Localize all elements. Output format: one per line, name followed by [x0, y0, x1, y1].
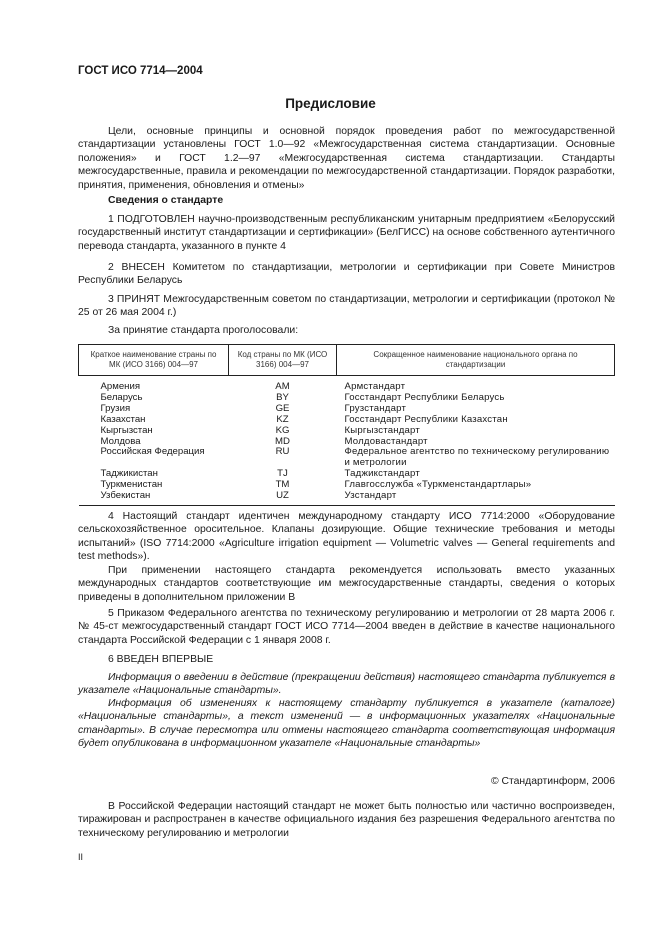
item-4-text: 4 Настоящий стандарт идентичен международному стандарту ИСО 7714:2000 «Оборудование сельскохозяйственное оросительное. Клапаны дозирующие. Общие технические требования и методы испытаний» (ISO 7714:2000 «Agriculture irrigation equipment — Volumetric valves — General requirements and test methods»).	[78, 511, 615, 563]
table-row	[79, 447, 615, 469]
table-body	[79, 376, 615, 506]
country-cell: Беларусь	[100, 391, 143, 403]
table-row	[79, 426, 615, 437]
body-cell: Армстандарт	[344, 381, 406, 392]
intro-text: Цели, основные принципы и основной порядок проведения работ по межгосударственной стандартизации установлены ГОСТ 1.0—92 «Межгосударственная система стандартизации. Основные положения» и ГОСТ 1.2—97 «Межгосударственная система стандартизации. Стандарты межгосударственные, правила и рекомендации по межгосударственной стандартизации. Порядок разработки, принятия, применения, обновления и отмены»	[78, 126, 615, 191]
table-row	[79, 491, 615, 505]
vote-table	[78, 344, 615, 506]
code-cell: GE	[275, 402, 290, 414]
code-cell: UZ	[276, 490, 289, 502]
table-row	[79, 415, 615, 426]
item-4-note-text: При применении настоящего стандарта рекомендуется использовать вместо указанных международных стандартов соответствующие им межгосударственные стандарты, сведения о которых приведены в дополнительном приложении В	[78, 565, 615, 603]
legal-notice	[78, 800, 615, 840]
body-cell: Молдовастандарт	[344, 435, 428, 447]
item-6	[78, 653, 615, 666]
country-cell: Молдова	[100, 435, 141, 447]
header-body: Сокращенное наименование национального органа по стандартизации	[337, 345, 615, 376]
info-paragraph-1	[78, 671, 615, 698]
body-cell: Госстандарт Республики Казахстан	[344, 413, 508, 425]
country-cell: Грузия	[100, 402, 131, 414]
page-title: Предисловие	[285, 96, 376, 111]
item-1	[78, 213, 615, 253]
code-cell: KZ	[276, 413, 289, 425]
section-heading: Сведения о стандарте	[108, 195, 224, 206]
page-number: II	[78, 852, 84, 862]
info-1-text: Информация о введении в действие (прекращении действия) настоящего стандарта публикуется в указателе «Национальные стандарты».	[78, 672, 615, 697]
document-id: ГОСТ ИСО 7714—2004	[78, 65, 203, 77]
info-paragraph-2	[78, 697, 615, 751]
code-cell: TJ	[277, 468, 288, 480]
code-cell: RU	[275, 446, 290, 458]
item-2-text: 2 ВНЕСЕН Комитетом по стандартизации, метрологии и сертификации при Совете Министров Республики Беларусь	[78, 262, 615, 287]
intro-paragraph	[78, 125, 615, 192]
body-cell: Госстандарт Республики Беларусь	[344, 391, 505, 403]
item-1-text: 1 ПОДГОТОВЛЕН научно-производственным республиканским унитарным предприятием «Белорусский государственный институт стандартизации и сертификации» (БелГИСС) на основе собственного аутентичного перевода стандарта, указанного в пункте 4	[78, 214, 615, 252]
info-2-text: Информация об изменениях к настоящему стандарту публикуется в указателе (каталоге) «Национальные стандарты», а текст изменений — в информационных указателях «Национальные стандарты». В случае пересмотра или отмены настоящего стандарта соответствующая информация будет опубликована в информационном указателе «Национальные стандарты»	[78, 698, 615, 750]
code-cell: KG	[275, 424, 290, 436]
country-cell: Туркменистан	[100, 479, 163, 491]
body-cell: Узстандарт	[344, 490, 397, 502]
country-cell: Таджикистан	[100, 468, 158, 480]
country-cell: Российская Федерация	[100, 446, 205, 458]
code-cell: TM	[275, 479, 290, 491]
body-cell: Главгосслужба «Туркменстандартлары»	[344, 479, 532, 491]
country-cell: Казахстан	[100, 413, 146, 425]
vote-intro-text: За принятие стандарта проголосовали:	[108, 325, 299, 336]
item-3-text: 3 ПРИНЯТ Межгосударственным советом по стандартизации, метрологии и сертификации (протокол № 25 от 26 мая 2004 г.)	[78, 294, 615, 319]
country-cell: Узбекистан	[100, 490, 151, 502]
item-5	[78, 607, 615, 647]
code-cell: BY	[276, 391, 289, 403]
table-header-row	[79, 345, 615, 376]
item-4	[78, 510, 615, 564]
vote-intro	[78, 324, 615, 337]
item-5-text: 5 Приказом Федерального агентства по техническому регулированию и метрологии от 28 марта 2006 г. № 45-ст межгосударственный стандарт ГОСТ ИСО 7714—2004 введен в действие в качестве национального стандарта Российской Федерации с 1 января 2008 г.	[78, 608, 615, 646]
legal-text: В Российской Федерации настоящий стандарт не может быть полностью или частично воспроизведен, тиражирован и распространен в качестве официального издания без разрешения Федерального агентства по техническому регулированию и метрологии	[78, 801, 615, 839]
item-4-note	[78, 564, 615, 604]
header-code: Код страны по МК (ИСО 3166) 004—97	[229, 345, 337, 376]
body-cell: Федеральное агентство по техническому регулированию и метрологии	[344, 446, 610, 469]
code-cell: MD	[275, 435, 290, 447]
country-cell: Кыргызстан	[100, 424, 153, 436]
item-6-text: 6 ВВЕДЕН ВПЕРВЫЕ	[108, 654, 214, 665]
body-cell: Грузстандарт	[344, 402, 407, 414]
code-cell: AM	[275, 381, 290, 392]
body-cell: Кыргызстандарт	[344, 424, 420, 436]
header-country: Краткое наименование страны по МК (ИСО 3166) 004—97	[79, 345, 229, 376]
country-cell: Армения	[100, 381, 141, 392]
copyright: © Стандартинформ, 2006	[490, 776, 615, 787]
item-2	[78, 261, 615, 288]
item-3	[78, 293, 615, 320]
body-cell: Таджикстандарт	[344, 468, 420, 480]
table-row	[79, 376, 615, 393]
